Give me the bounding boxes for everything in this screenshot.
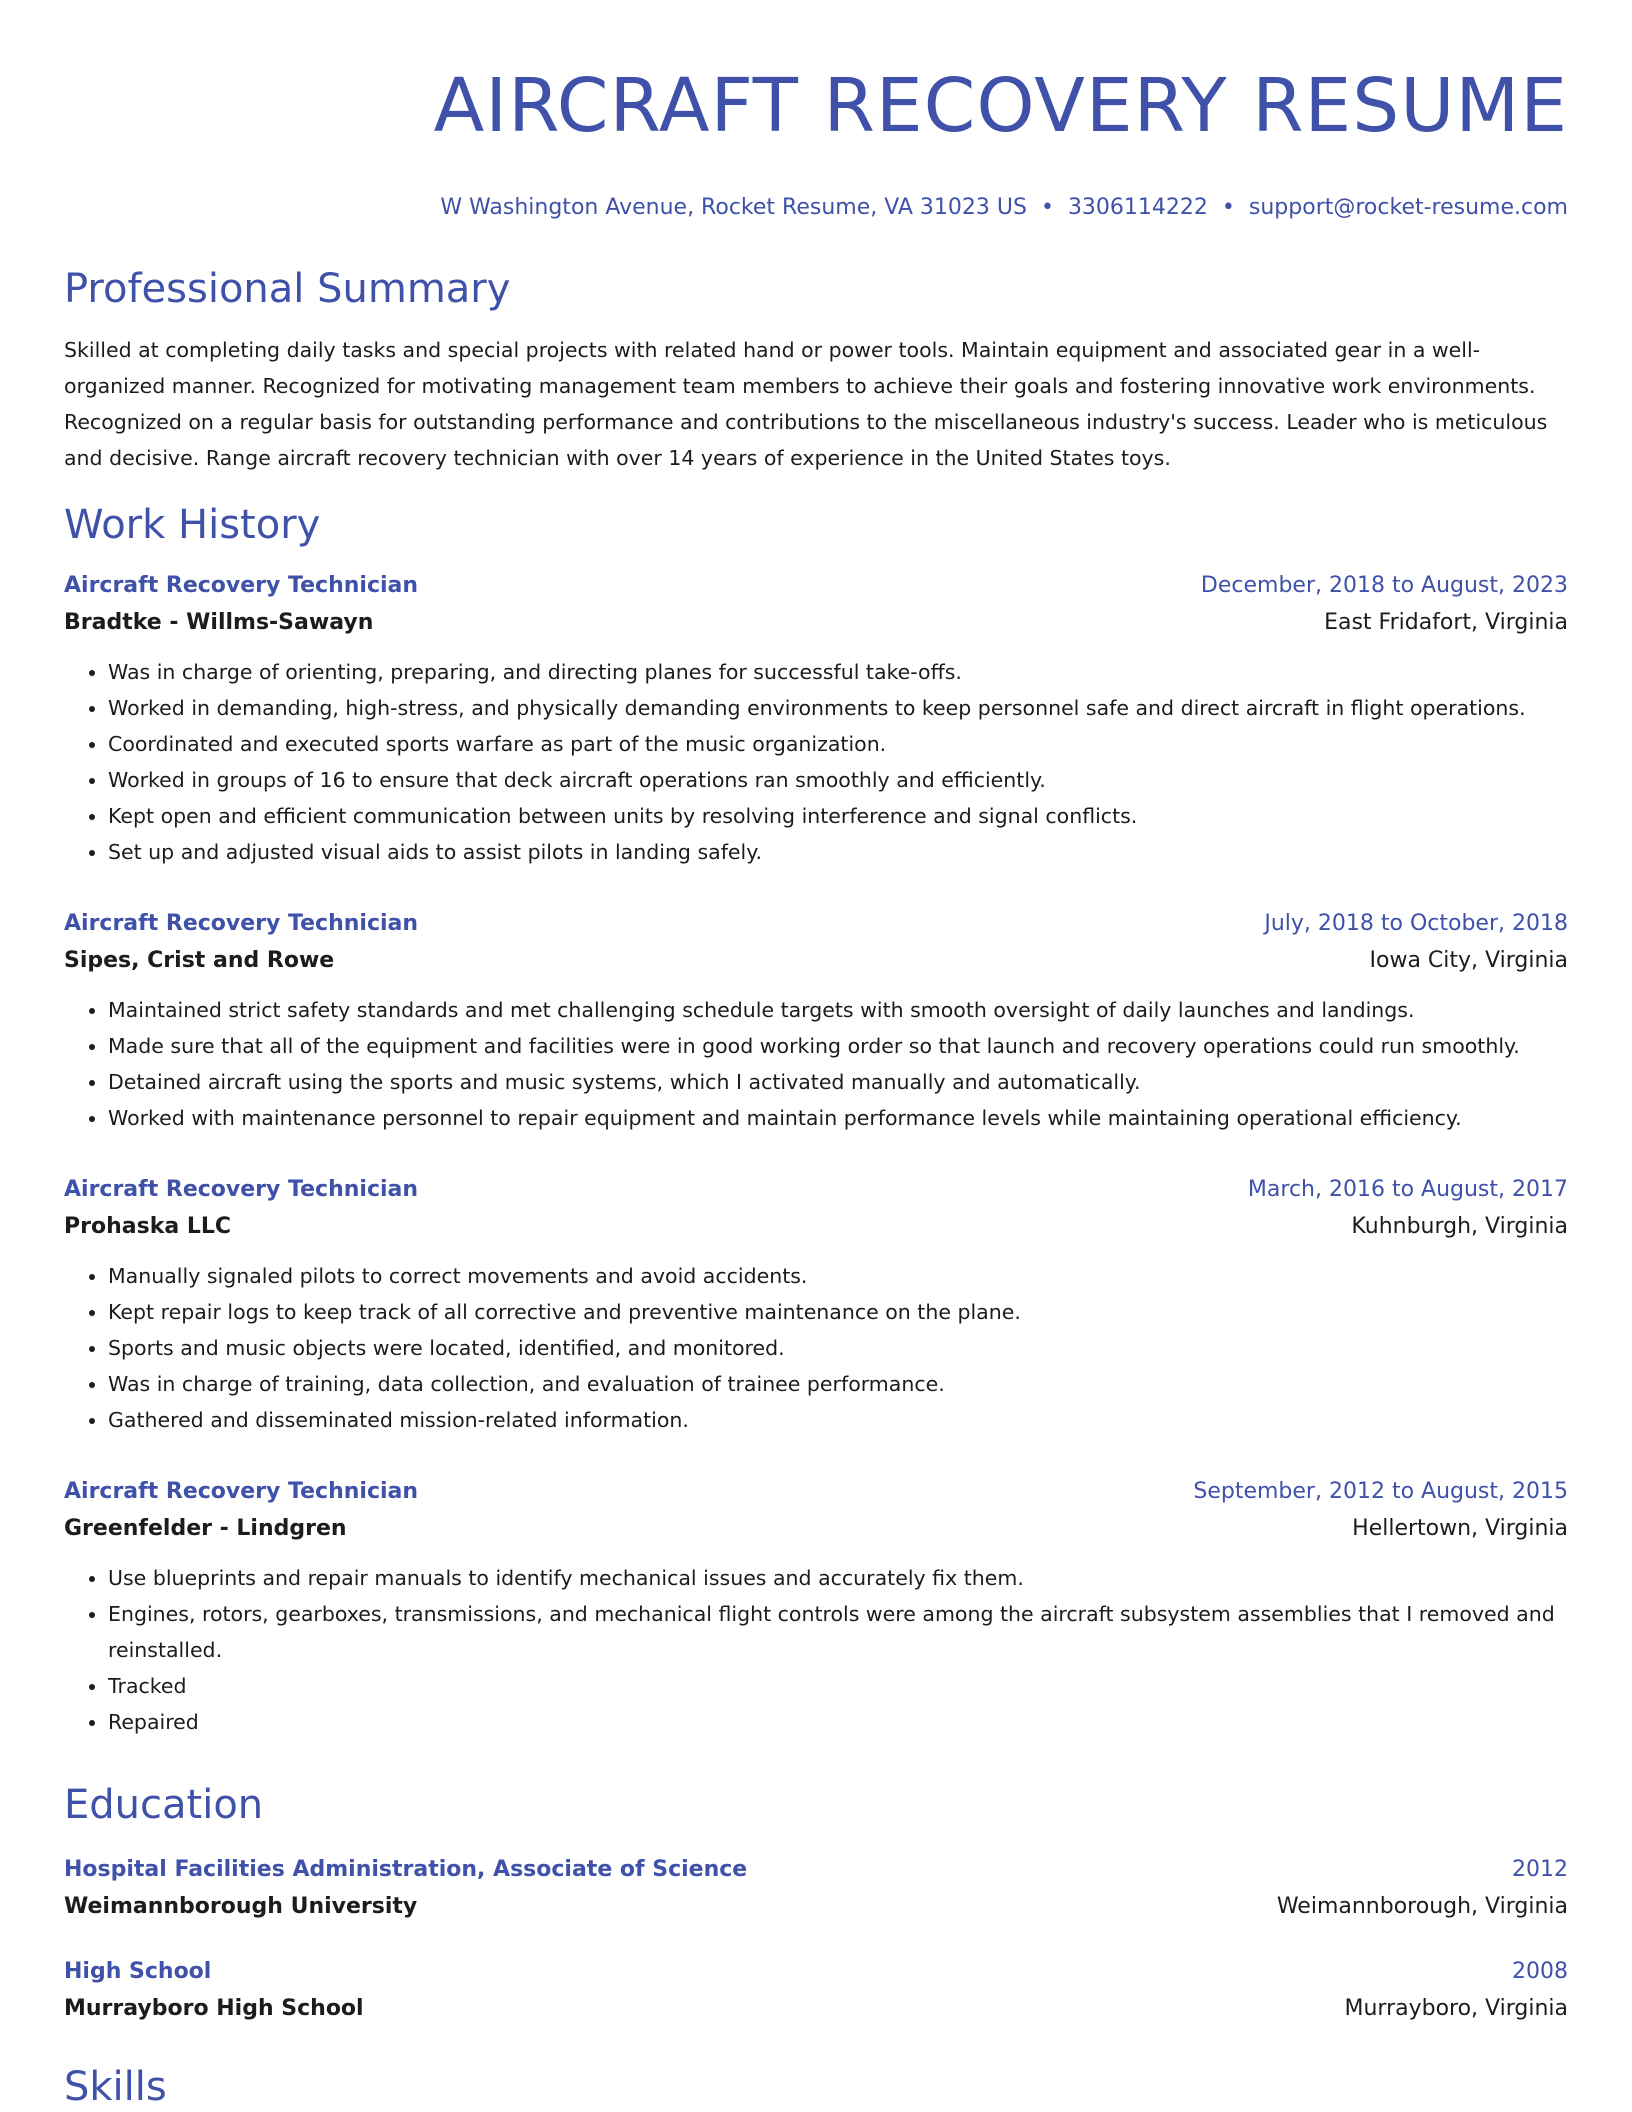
- education-year: 2012: [1512, 1857, 1568, 1882]
- job-bullet: • Engines, rotors, gearboxes, transmissions, and mechanical flight controls were among the aircraft subsystem assemblies that I removed and reinstalled.: [108, 1596, 1568, 1668]
- section-title-summary: Professional Summary: [64, 266, 511, 312]
- job-bullet: • Coordinated and executed sports warfare as part of the music organization.: [108, 726, 1568, 762]
- education-entry: [64, 1954, 1568, 2028]
- job-dates: July, 2018 to October, 2018: [1264, 911, 1568, 936]
- job-title: Aircraft Recovery Technician: [64, 1479, 419, 1504]
- job-bullet: • Worked in groups of 16 to ensure that deck aircraft operations ran smoothly and efficiently.: [108, 762, 1568, 798]
- contact-separator: •: [1040, 195, 1054, 220]
- education-year: 2008: [1512, 1959, 1568, 1984]
- job-bullet: • Was in charge of orienting, preparing, and directing planes for successful take-offs.: [108, 654, 1568, 690]
- job-bullet-list: [64, 1560, 1568, 1740]
- job-bullet: • Use blueprints and repair manuals to identify mechanical issues and accurately fix them.: [108, 1560, 1568, 1596]
- job-company: Greenfelder - Lindgren: [64, 1516, 347, 1541]
- job-location: Iowa City, Virginia: [1369, 948, 1568, 973]
- section-title-work-history: Work History: [64, 502, 321, 548]
- work-entry: [64, 568, 1568, 870]
- job-bullet: • Worked in demanding, high-stress, and physically demanding environments to keep personnel safe and direct aircraft in flight operations.: [108, 690, 1568, 726]
- job-title: Aircraft Recovery Technician: [64, 1177, 419, 1202]
- job-bullet: • Set up and adjusted visual aids to assist pilots in landing safely.: [108, 834, 1568, 870]
- education-location: Weimannborough, Virginia: [1276, 1894, 1568, 1919]
- job-bullet: • Kept repair logs to keep track of all corrective and preventive maintenance on the plane.: [108, 1294, 1568, 1330]
- job-location: Kuhnburgh, Virginia: [1351, 1214, 1568, 1239]
- education-degree: High School: [64, 1959, 212, 1984]
- work-entry: [64, 906, 1568, 1136]
- section-title-education: Education: [64, 1782, 264, 1828]
- job-title: Aircraft Recovery Technician: [64, 911, 419, 936]
- job-bullet: • Detained aircraft using the sports and music systems, which I activated manually and automatically.: [108, 1064, 1568, 1100]
- job-location: East Fridafort, Virginia: [1324, 610, 1568, 635]
- job-dates: September, 2012 to August, 2015: [1193, 1479, 1568, 1504]
- job-dates: March, 2016 to August, 2017: [1247, 1177, 1568, 1202]
- job-bullet: • Repaired: [108, 1704, 1568, 1740]
- job-bullet: • Made sure that all of the equipment and facilities were in good working order so that launch and recovery operations could run smoothly.: [108, 1028, 1568, 1064]
- job-title: Aircraft Recovery Technician: [64, 573, 419, 598]
- work-entry: [64, 1172, 1568, 1438]
- job-bullet: • Tracked: [108, 1668, 1568, 1704]
- job-bullet-list: [64, 654, 1568, 870]
- job-bullet: • Kept open and efficient communication between units by resolving interference and signal conflicts.: [108, 798, 1568, 834]
- job-location: Hellertown, Virginia: [1352, 1516, 1568, 1541]
- section-title-skills: Skills: [64, 2064, 167, 2110]
- job-bullet: • Manually signaled pilots to correct movements and avoid accidents.: [108, 1258, 1568, 1294]
- job-dates: December, 2018 to August, 2023: [1200, 573, 1568, 598]
- resume-title: AIRCRAFT RECOVERY RESUME: [433, 63, 1568, 149]
- summary-text: Skilled at completing daily tasks and special projects with related hand or power tools. Maintain equipment and associated gear in a well-organized manner. Recognized for motivating management team members to achieve their goals and fostering innovative work environments. Recognized on a regular basis for outstanding performance and contributions to the miscellaneous industry's success. Leader who is meticulous and decisive. Range aircraft recovery technician with over 14 years of experience in the United States toys.: [64, 338, 1548, 470]
- job-bullet-list: [64, 992, 1568, 1136]
- job-company: Sipes, Crist and Rowe: [64, 948, 335, 973]
- contact-line: [64, 192, 1568, 224]
- job-bullet: • Was in charge of training, data collection, and evaluation of trainee performance.: [108, 1366, 1568, 1402]
- education-school: Murrayboro High School: [64, 1996, 364, 2021]
- job-company: Bradtke - Willms-Sawayn: [64, 610, 374, 635]
- job-bullet: • Sports and music objects were located, identified, and monitored.: [108, 1330, 1568, 1366]
- job-bullet-list: [64, 1258, 1568, 1438]
- education-location: Murrayboro, Virginia: [1344, 1996, 1568, 2021]
- job-company: Prohaska LLC: [64, 1214, 232, 1239]
- education-entry: [64, 1852, 1568, 1926]
- job-bullet: • Worked with maintenance personnel to repair equipment and maintain performance levels while maintaining operational efficiency.: [108, 1100, 1568, 1136]
- job-bullet: • Gathered and disseminated mission-related information.: [108, 1402, 1568, 1438]
- work-entry: [64, 1474, 1568, 1740]
- contact-email: support@rocket-resume.com: [1248, 195, 1568, 220]
- job-bullet: • Maintained strict safety standards and met challenging schedule targets with smooth oversight of daily launches and landings.: [108, 992, 1568, 1028]
- contact-address: W Washington Avenue, Rocket Resume, VA 31023 US: [440, 195, 1027, 220]
- education-school: Weimannborough University: [64, 1894, 418, 1919]
- contact-separator: •: [1221, 195, 1235, 220]
- education-degree: Hospital Facilities Administration, Associate of Science: [64, 1857, 748, 1882]
- contact-phone: 3306114222: [1067, 195, 1208, 220]
